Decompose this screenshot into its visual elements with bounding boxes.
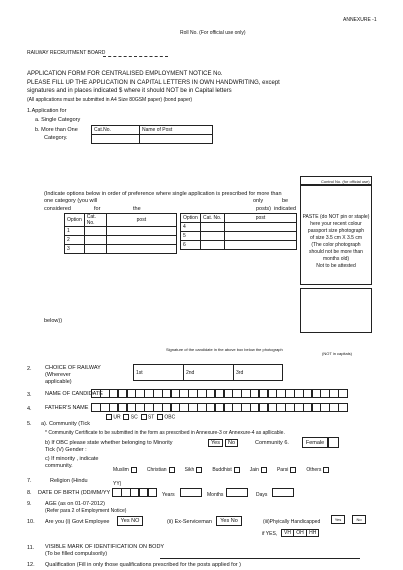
- control-no-box: [300, 176, 372, 185]
- roll-no-label: Roll No. (For official use only): [180, 30, 246, 36]
- option-number: 2: [65, 236, 85, 245]
- preference-text-1: (Indicate options below in order of preference where single application is prescribed for more than: [44, 191, 282, 197]
- gender-tick-label: Tick (V) Gender :: [45, 447, 87, 453]
- signature-note: Signature of the candidate in the above box below the photograph: [166, 347, 283, 352]
- cat-no-cell[interactable]: [201, 241, 225, 250]
- second-choice-cell[interactable]: 2nd: [184, 365, 234, 381]
- photo-box[interactable]: [300, 185, 372, 285]
- option-header: Option: [65, 214, 85, 227]
- fathers-name-label: FATHER'S NAME: [45, 405, 89, 411]
- if-yes-label: if YES,: [262, 531, 278, 537]
- q12-number: 12.: [27, 562, 35, 568]
- option-obc: OBC: [164, 414, 176, 421]
- post-name-header: Name of Post: [140, 126, 213, 135]
- q8-number: 8.: [27, 490, 32, 496]
- cat-no-cell[interactable]: [84, 245, 106, 254]
- checkbox-st[interactable]: [141, 414, 147, 420]
- community-options: [106, 414, 175, 420]
- vh-code[interactable]: VH: [281, 529, 294, 537]
- community-label: a). Community (Tick: [41, 421, 90, 427]
- preference-text-the: the: [133, 206, 141, 212]
- dob-cells[interactable]: [113, 488, 157, 497]
- preference-text-for: for: [94, 206, 101, 212]
- gender-question-label: Community 6.: [255, 440, 289, 446]
- preference-table-right: [180, 213, 297, 250]
- ph-no[interactable]: No: [352, 515, 366, 524]
- board-label: RAILWAY RECRUITMENT BOARD: [27, 50, 106, 56]
- female-tick-box[interactable]: [328, 437, 339, 448]
- option-number: 6: [181, 241, 201, 250]
- checkbox-obc[interactable]: [157, 414, 163, 420]
- photo-instruction: Not to be attested: [316, 263, 356, 269]
- months-box[interactable]: [226, 488, 248, 497]
- ph-label: (iii)Phyically Handicapped: [263, 519, 321, 525]
- age-sub-label: (Refer para 2 of Employment Notice): [45, 508, 127, 514]
- board-underline: [103, 56, 168, 57]
- q3-number: 3.: [27, 392, 32, 398]
- post-header: post: [106, 214, 176, 227]
- control-no-label: Control No. (for official use): [321, 178, 370, 184]
- photo-instruction: should not be more than: [309, 249, 363, 255]
- minority-checkbox[interactable]: [131, 467, 137, 473]
- preference-table-left: [64, 213, 177, 254]
- identification-mark-field[interactable]: [160, 545, 360, 559]
- minority-option-label: Parsi: [276, 467, 289, 474]
- cat-no-cell[interactable]: [201, 232, 225, 241]
- choice-of-railway-label: CHOICE OF RAILWAY: [45, 365, 101, 371]
- photo-instruction: of size 3.5 cm X 3.5 cm: [310, 235, 362, 241]
- post-cell[interactable]: [106, 236, 176, 245]
- govt-employee-label: Are you (i) Govt Employee: [45, 519, 110, 525]
- cat-no-header: Cat. No.: [201, 214, 225, 223]
- q9-number: 9.: [27, 501, 32, 507]
- instructions-line-1: PLEASE FILL UP THE APPLICATION IN CAPITAL LETTERS IN OWN HANDWRITING, except: [27, 80, 280, 86]
- minority-options: [113, 467, 339, 473]
- cat-no-header: Cat. No.: [84, 214, 106, 227]
- post-cell[interactable]: [106, 227, 176, 236]
- letter-cell[interactable]: [338, 403, 348, 412]
- letter-cell[interactable]: [148, 488, 158, 497]
- dob-label: DATE OF BIRTH (DD/MM/YY: [38, 490, 111, 496]
- months-label: Months: [207, 492, 224, 498]
- ph-yes[interactable]: Yes: [331, 515, 345, 524]
- oh-code[interactable]: OH: [293, 529, 307, 537]
- letter-cell[interactable]: [338, 389, 348, 398]
- hh-code[interactable]: HH: [306, 529, 319, 537]
- q5-number: 5.: [27, 421, 32, 427]
- identification-mark-sub: (To be filled compulsorily): [45, 551, 108, 557]
- preference-text-indicated: indicated: [274, 206, 297, 212]
- checkbox-sc[interactable]: [123, 414, 129, 420]
- q2-number: 2.: [27, 366, 32, 372]
- checkbox-ur[interactable]: [106, 414, 112, 420]
- ph-codes: [281, 529, 319, 537]
- religion-label: Religion (Hindu: [50, 478, 88, 484]
- candidate-name-label: NAME OF CANDIDATE: [45, 391, 103, 397]
- female-box[interactable]: Female: [302, 437, 328, 448]
- post-cell[interactable]: [225, 232, 297, 241]
- post-cell[interactable]: [225, 223, 297, 232]
- community-certificate-note: * Community Certificate to be submitted in the form as prescribed in Annexure-3 or Annexure-4 as apllicable.: [45, 430, 285, 436]
- community-word: community.: [45, 463, 73, 469]
- single-category-label: a. Single Category: [35, 117, 81, 123]
- cat-no-cell[interactable]: [84, 236, 106, 245]
- preference-text-below: below)): [44, 318, 63, 324]
- post-name-cell[interactable]: [140, 135, 213, 144]
- more-category-label: b. More than One: [35, 127, 78, 133]
- minority-option-label: Others: [306, 467, 322, 474]
- option-number: 3: [65, 245, 85, 254]
- post-cell[interactable]: [106, 245, 176, 254]
- cat-no-header: Cat.No.: [92, 126, 140, 135]
- years-box[interactable]: [180, 488, 202, 497]
- minority-option-label: Buddhist: [212, 467, 232, 474]
- photo-instruction: here your recent colour: [310, 221, 362, 227]
- cat-no-cell[interactable]: [84, 227, 106, 236]
- application-for-label: 1.Application for: [27, 108, 67, 114]
- days-label: Days: [256, 492, 268, 498]
- post-cell[interactable]: [225, 241, 297, 250]
- years-label: Years: [162, 492, 175, 498]
- photo-instruction: passport size photograph: [307, 228, 365, 234]
- minority-checkbox[interactable]: [261, 467, 267, 473]
- third-choice-cell[interactable]: 3rd: [234, 365, 283, 381]
- preference-text-2: one category (you will: [44, 198, 98, 204]
- category-label: Category.: [44, 135, 68, 141]
- option-header: Option: [181, 214, 201, 223]
- minority-indicate-label: c) If minority , indicate: [45, 456, 99, 462]
- minority-checkbox[interactable]: [323, 467, 329, 473]
- preference-text-posts: posts): [256, 206, 271, 212]
- choice-of-railway-sub: (Wherever: [45, 372, 71, 378]
- minority-checkbox[interactable]: [169, 467, 175, 473]
- signature-box[interactable]: [300, 288, 372, 333]
- q11-number: 11.: [27, 545, 35, 551]
- minority-checkbox[interactable]: [196, 467, 202, 473]
- option-number: 5: [181, 232, 201, 241]
- fathers-name-cells[interactable]: [92, 403, 348, 412]
- q7-number: 7.: [27, 478, 32, 484]
- photo-instruction: months old): [322, 256, 350, 262]
- cat-no-cell[interactable]: [201, 223, 225, 232]
- days-box[interactable]: [272, 488, 294, 497]
- q4-number: 4.: [27, 406, 32, 412]
- ex-serviceman-yes-no[interactable]: Yes No: [216, 516, 242, 526]
- railway-choice-table: [133, 364, 283, 381]
- cat-no-cell[interactable]: [92, 135, 140, 144]
- instructions-line-2: signatures and in places indicated $ where it should NOT be in Capital letters: [27, 88, 232, 94]
- preference-text-only: only: [253, 198, 264, 204]
- option-number: 4: [181, 223, 201, 232]
- minority-option-label: Jain: [249, 467, 259, 474]
- category-table: [91, 125, 213, 144]
- age-label: AGE (as on 01-07-2012): [45, 501, 105, 507]
- instructions-line-3: (All applications must be submitted in A4 Size 80GSM paper) (bond paper): [27, 97, 193, 103]
- choice-of-railway-sub2: applicable): [45, 379, 72, 385]
- minority-option-label: Christian: [146, 467, 167, 474]
- q10-number: 10.: [27, 519, 35, 525]
- not-capitals-note: (NOT in capitals): [322, 351, 352, 356]
- form-title: APPLICATION FORM FOR CENTRALISED EMPLOYMENT NOTICE No.: [27, 71, 223, 77]
- option-st: ST: [147, 414, 155, 421]
- identification-mark-label: VISIBLE MARK OF IDENTIFICATION ON BODY: [45, 544, 165, 550]
- annexure-label: ANNEXURE -1: [343, 17, 377, 23]
- minority-checkbox[interactable]: [234, 467, 240, 473]
- minority-checkbox[interactable]: [290, 467, 296, 473]
- minority-no[interactable]: No: [225, 439, 238, 447]
- option-number: 1: [65, 227, 85, 236]
- ex-serviceman-label: (ii) Ex-Serviceman: [167, 519, 212, 525]
- govt-yes-no[interactable]: Yes NO: [117, 516, 143, 526]
- post-header: post: [225, 214, 297, 223]
- preference-text-considered: considered: [44, 206, 71, 212]
- obc-minority-question: b) If OBC please state whether belonging to Minority: [45, 440, 173, 446]
- first-choice-cell[interactable]: 1st: [134, 365, 184, 381]
- photo-instruction: (The color photograph: [311, 242, 361, 248]
- qualification-label: Qualification (Fill in only those qualifications prescribed for the posts applied for ): [45, 562, 241, 568]
- option-sc: SC: [130, 414, 138, 421]
- minority-yes-no: [208, 439, 238, 447]
- photo-instruction: PASTE (do NOT pin or staple): [302, 214, 370, 220]
- preference-text-be: be: [282, 198, 289, 204]
- candidate-name-cells[interactable]: [92, 389, 348, 398]
- religion-yy: YY): [113, 481, 122, 487]
- option-ur: UR: [113, 414, 121, 421]
- minority-option-label: Muslim: [113, 467, 129, 474]
- minority-yes[interactable]: Yes: [208, 439, 223, 447]
- minority-option-label: Sikh: [184, 467, 195, 474]
